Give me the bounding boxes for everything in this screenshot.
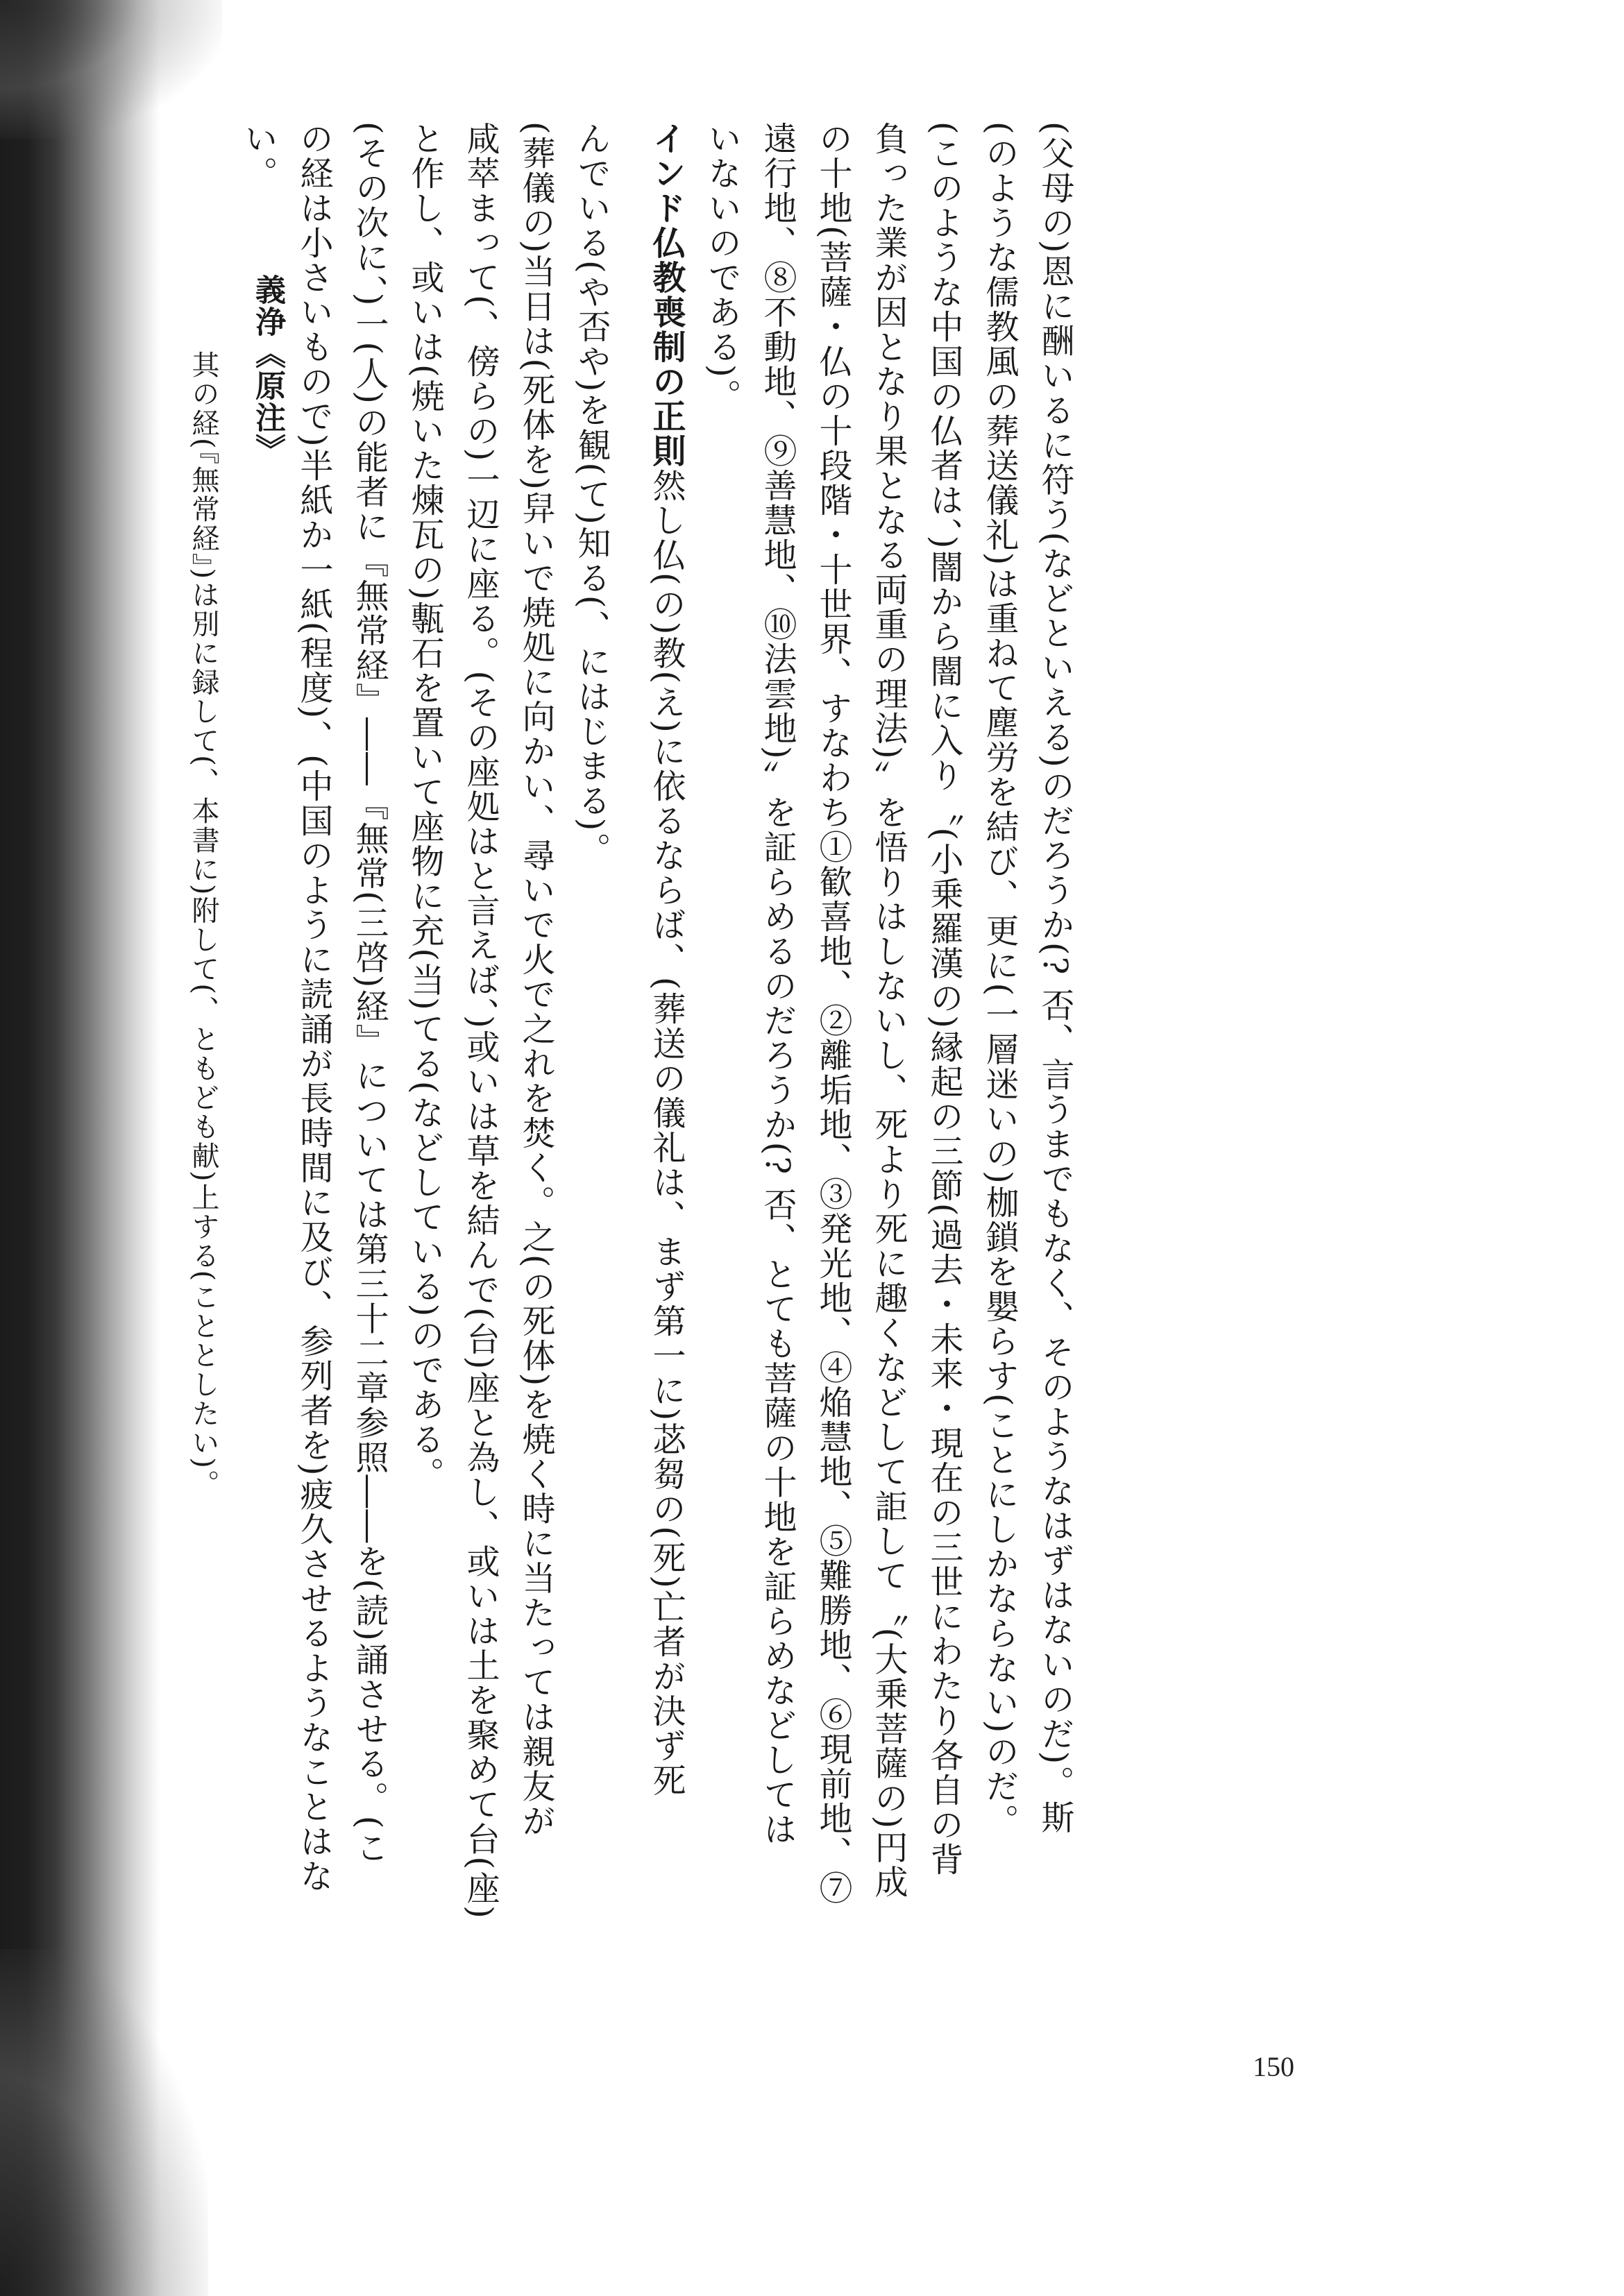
- text-column-4: 負った業が因となり果となる両重の理法)〟を悟りはしないし、死より死に趣くなどして詎して〝(大乗菩薩の)円成: [869, 121, 908, 1900]
- text-column-1: (父母の)恩に酬いるに符う(などといえる)のだろうか(? 否、言うまでもなく、そのようなはずはないのだ)。斯: [1035, 121, 1074, 1835]
- text-column-3: (このような中国の仏者は、)闇から闇に入り〝(小乗羅漢の)縁起の三節(過去・未来・現在の三世にわたり各自の背: [924, 121, 963, 1877]
- main-text-body: [230, 121, 1083, 1925]
- page-number: 150: [1253, 2051, 1294, 2082]
- original-note-block: [179, 274, 291, 1801]
- section-heading-column: [638, 121, 694, 1925]
- section-column-2: (葬儀の)当日は(死体を)舁いで焼処に向かい、尋いで火で之れを焚く。之(の死体)を焼く時に当たっては親友が: [516, 121, 555, 1839]
- text-column-6: 遠行地、⑧不動地、⑨善慧地、⑩法雲地)〟を証らめるのだろうか(? 否、とても菩薩の十地を証らめなどしては: [758, 121, 797, 1847]
- section-first-line: 然し仏(の)教(え)に依るならば、(葬送の儀礼は、まず第一に)苾芻の(死)亡者が決ず死: [647, 468, 686, 1798]
- section-column-7: い。: [239, 121, 278, 191]
- section-column-6: の経は小さいもので)半紙か一紙(程度)、(中国のように読誦が長時間に及び、参列者を)疲久させるようなことはな: [294, 121, 333, 1894]
- section-column-3: 咸萃まって(、傍らの)一辺に座る。(その座処はと言えば、)或いは草を結んで(台)座と為し、或いは土を聚めて台(座): [461, 121, 500, 1920]
- note-text: 其の経(『無常経』)は別に録して(、本書に)附して(、ともども献)上する(こととしたい)。: [187, 350, 219, 1499]
- section-heading: インド仏教喪制の正則: [647, 121, 686, 468]
- section-column-5: (その次に、)一(人)の能者に『無常経』――『無常(三啓)経』については第三十二章参照――を(読)誦させる。(こ: [350, 121, 389, 1865]
- section-column-4: と作し、或いは(焼いた煉瓦の)甎石を置いて座物に充(当)てる(などしている)のである。: [405, 121, 444, 1492]
- binding-shadow-top: [0, 0, 222, 139]
- note-heading: 義浄《原注》: [250, 274, 285, 466]
- text-column-2: (のような儒教風の葬送儀礼)は重ねて塵労を結び、更に(一層迷いの)枷鎖を嬰らす(ことにしかならない)のだ。: [980, 121, 1019, 1839]
- section-column-1: んでいる(や否や)を観(て)知る(、にはじまる)。: [572, 121, 611, 867]
- text-column-7: いないのである)。: [702, 121, 741, 414]
- text-column-5: の十地(菩薩・仏の十段階・十世界、すなわち①歓喜地、②離垢地、③発光地、④焔慧地、⑤難勝地、⑥現前地、⑦: [813, 121, 852, 1905]
- binding-shadow-bottom: [0, 1949, 208, 2296]
